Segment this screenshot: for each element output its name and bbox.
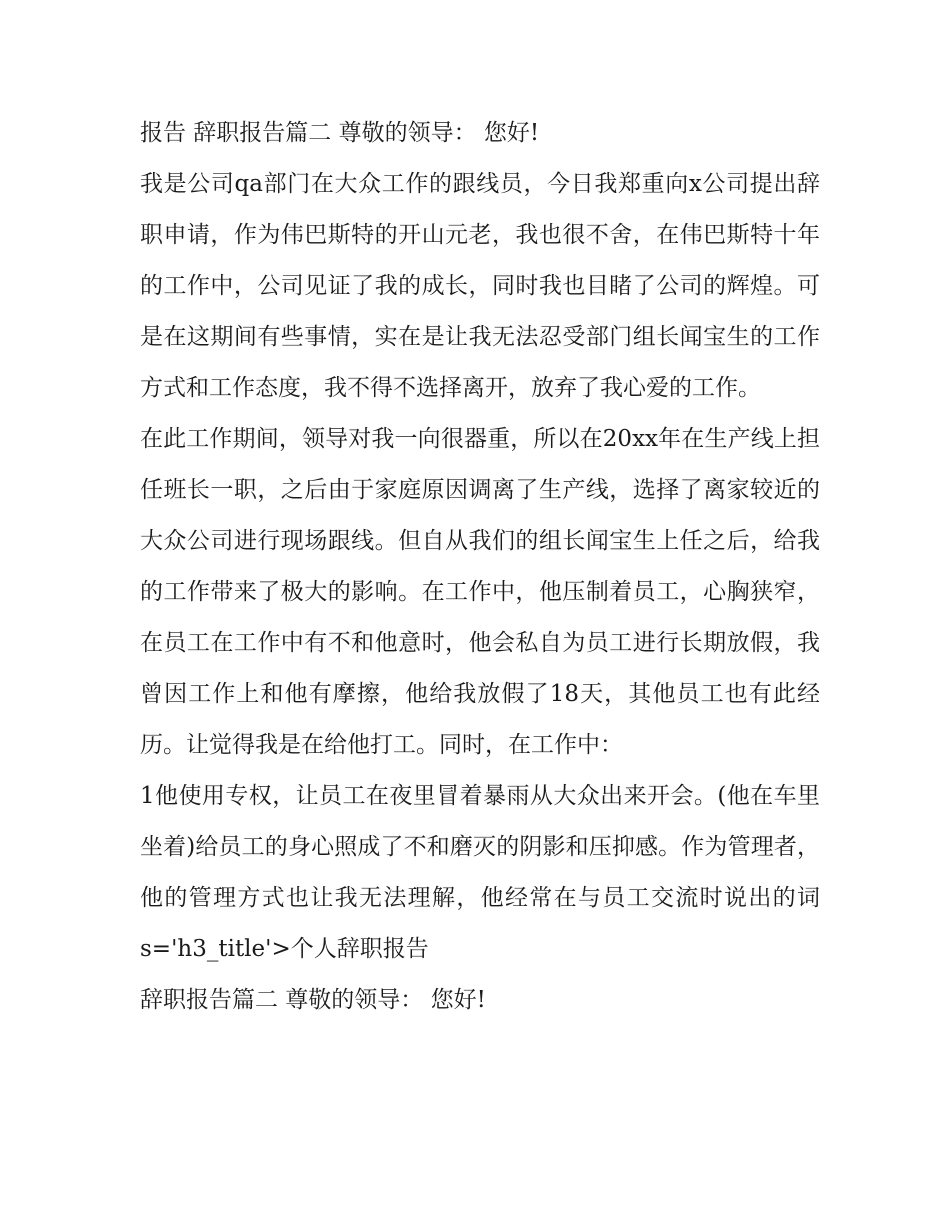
paragraph-footer: 辞职报告篇二 尊敬的领导： 您好!	[140, 987, 486, 1013]
document-body	[140, 108, 820, 1026]
paragraph-complaint: 1他使用专权，让员工在夜里冒着暴雨从大众出来开会。(他在车里坐着)给员工的身心照成了不和磨灭的阴影和压抑感。作为管理者，他的管理方式也让我无法理解，他经常在与员工交流时说出的词 s='h3_title'>个人辞职报告	[140, 783, 820, 962]
paragraph-work-history: 在此工作期间，领导对我一向很器重，所以在20xx年在生产线上担任班长一职，之后由于家庭原因调离了生产线，选择了离家较近的大众公司进行现场跟线。但自从我们的组长闻宝生上任之后，给我的工作带来了极大的影响。在工作中，他压制着员工，心胸狭窄，在员工在工作中有不和他意时，他会私自为员工进行长期放假，我曾因工作上和他有摩擦，他给我放假了18天，其他员工也有此经历。让觉得我是在给他打工。同时，在工作中：	[140, 426, 820, 758]
paragraph-intro: 我是公司qa部门在大众工作的跟线员，今日我郑重向x公司提出辞职申请，作为伟巴斯特的开山元老，我也很不舍，在伟巴斯特十年的工作中，公司见证了我的成长，同时我也目睹了公司的辉煌。可是在这期间有些事情，实在是让我无法忍受部门组长闻宝生的工作方式和工作态度，我不得不选择离开，放弃了我心爱的工作。	[140, 171, 820, 401]
paragraph-header: 报告 辞职报告篇二 尊敬的领导： 您好!	[140, 120, 540, 146]
